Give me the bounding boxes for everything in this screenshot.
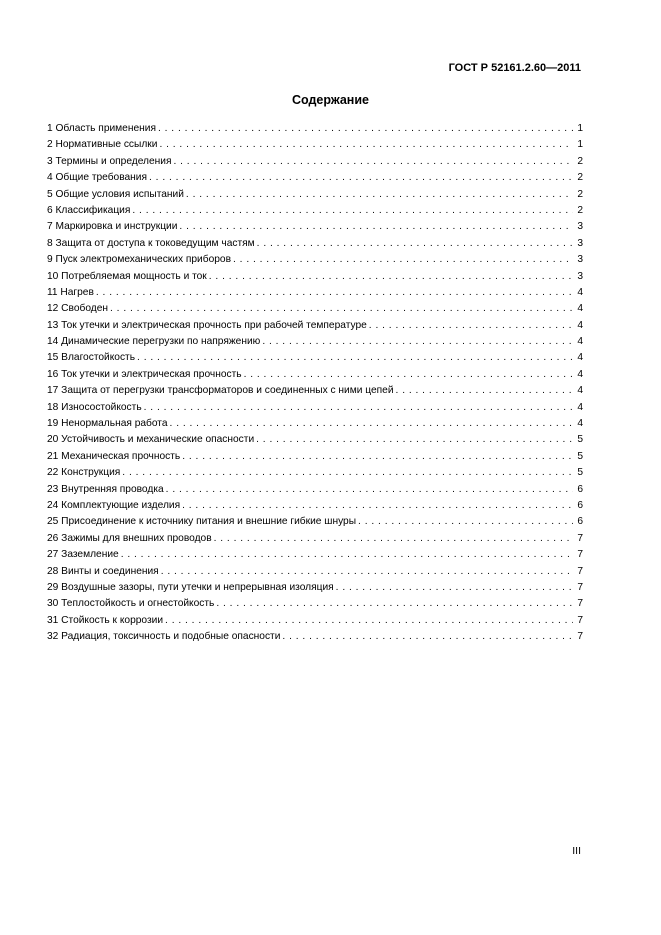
toc-entry-title: 25 Присоединение к источнику питания и внешние гибкие шнуры: [47, 516, 357, 528]
toc-entry-page: 2: [577, 204, 583, 216]
toc-entry-title: 28 Винты и соединения: [47, 565, 159, 577]
toc-entry-title: 21 Механическая прочность: [47, 450, 181, 462]
toc-leader-dots: [96, 285, 573, 301]
toc-entry-page: 7: [577, 581, 583, 593]
toc-entry-title: 9 Пуск электромеханических приборов: [47, 254, 231, 266]
toc-leader-dots: [186, 187, 573, 203]
toc-leader-dots: [182, 449, 573, 465]
toc-entry[interactable]: [47, 203, 583, 219]
toc-entry-page: 4: [577, 319, 583, 331]
toc-entry[interactable]: [47, 596, 583, 612]
toc-entry[interactable]: [47, 121, 583, 137]
toc-entry[interactable]: [47, 154, 583, 170]
document-header: ГОСТ Р 52161.2.60—2011: [448, 62, 581, 74]
toc-leader-dots: [110, 301, 573, 317]
toc-entry[interactable]: [47, 318, 583, 334]
toc-entry[interactable]: [47, 531, 583, 547]
toc-entry[interactable]: [47, 187, 583, 203]
table-of-contents: [47, 121, 583, 646]
toc-leader-dots: [144, 400, 573, 416]
toc-entry-page: 4: [577, 385, 583, 397]
toc-entry-title: 22 Конструкция: [47, 467, 121, 479]
toc-leader-dots: [396, 383, 573, 399]
toc-leader-dots: [216, 596, 573, 612]
toc-entry[interactable]: [47, 334, 583, 350]
toc-entry[interactable]: [47, 367, 583, 383]
toc-entry-page: 4: [577, 303, 583, 315]
toc-entry-page: 2: [577, 188, 583, 200]
toc-entry-title: 20 Устойчивость и механические опасности: [47, 434, 255, 446]
toc-entry-title: 19 Ненормальная работа: [47, 418, 168, 430]
toc-entry-title: 3 Термины и определения: [47, 155, 172, 167]
toc-entry[interactable]: [47, 269, 583, 285]
toc-leader-dots: [282, 629, 573, 645]
toc-leader-dots: [173, 154, 573, 170]
toc-entry-page: 6: [577, 516, 583, 528]
toc-leader-dots: [233, 252, 573, 268]
toc-entry-title: 16 Ток утечки и электрическая прочность: [47, 368, 242, 380]
toc-leader-dots: [165, 613, 573, 629]
toc-entry-page: 3: [577, 270, 583, 282]
toc-leader-dots: [209, 269, 573, 285]
toc-leader-dots: [358, 514, 573, 530]
toc-entry-page: 3: [577, 221, 583, 233]
toc-entry[interactable]: [47, 137, 583, 153]
toc-entry-page: 7: [577, 565, 583, 577]
toc-entry-title: 14 Динамические перегрузки по напряжению: [47, 336, 261, 348]
toc-entry-title: 26 Зажимы для внешних проводов: [47, 532, 212, 544]
toc-entry-title: 13 Ток утечки и электрическая прочность при рабочей температуре: [47, 319, 367, 331]
toc-entry-page: 4: [577, 368, 583, 380]
toc-entry[interactable]: [47, 564, 583, 580]
toc-entry-title: 32 Радиация, токсичность и подобные опасности: [47, 631, 281, 643]
toc-leader-dots: [137, 350, 573, 366]
toc-entry-page: 2: [577, 172, 583, 184]
toc-entry[interactable]: [47, 301, 583, 317]
toc-leader-dots: [149, 170, 573, 186]
toc-entry[interactable]: [47, 449, 583, 465]
toc-entry-title: 11 Нагрев: [47, 286, 94, 298]
toc-entry[interactable]: [47, 580, 583, 596]
toc-entry-page: 3: [577, 237, 583, 249]
toc-entry[interactable]: [47, 219, 583, 235]
toc-entry[interactable]: [47, 432, 583, 448]
toc-leader-dots: [122, 465, 573, 481]
toc-entry-page: 5: [577, 434, 583, 446]
toc-entry[interactable]: [47, 400, 583, 416]
toc-entry-title: 30 Теплостойкость и огнестойкость: [47, 598, 215, 610]
toc-entry-page: 4: [577, 286, 583, 298]
toc-leader-dots: [132, 203, 573, 219]
toc-entry-page: 7: [577, 549, 583, 561]
toc-leader-dots: [121, 547, 573, 563]
toc-entry-title: 5 Общие условия испытаний: [47, 188, 184, 200]
toc-entry[interactable]: [47, 482, 583, 498]
toc-entry-page: 4: [577, 418, 583, 430]
toc-entry-title: 2 Нормативные ссылки: [47, 139, 158, 151]
toc-entry-title: 27 Заземление: [47, 549, 119, 561]
toc-entry-page: 1: [577, 139, 583, 151]
toc-entry[interactable]: [47, 613, 583, 629]
toc-leader-dots: [257, 236, 573, 252]
toc-entry-title: 18 Износостойкость: [47, 401, 142, 413]
toc-leader-dots: [262, 334, 573, 350]
toc-entry[interactable]: [47, 170, 583, 186]
page-title: Содержание: [291, 93, 369, 107]
toc-entry-title: 8 Защита от доступа к токоведущим частям: [47, 237, 255, 249]
toc-entry-page: 7: [577, 532, 583, 544]
toc-entry[interactable]: [47, 285, 583, 301]
toc-leader-dots: [166, 482, 573, 498]
toc-entry-page: 5: [577, 467, 583, 479]
toc-entry-page: 6: [577, 499, 583, 511]
toc-entry[interactable]: [47, 465, 583, 481]
toc-entry-page: 2: [577, 155, 583, 167]
toc-entry[interactable]: [47, 498, 583, 514]
toc-entry-page: 4: [577, 336, 583, 348]
toc-leader-dots: [369, 318, 573, 334]
toc-entry-title: 17 Защита от перегрузки трансформаторов и соединенных с ними цепей: [47, 385, 394, 397]
toc-entry-title: 12 Свободен: [47, 303, 108, 315]
page-number: III: [572, 845, 581, 857]
toc-leader-dots: [182, 498, 573, 514]
toc-leader-dots: [336, 580, 573, 596]
toc-entry-page: 7: [577, 598, 583, 610]
toc-entry[interactable]: [47, 252, 583, 268]
toc-leader-dots: [158, 121, 573, 137]
toc-entry-title: 6 Классификация: [47, 204, 131, 216]
toc-entry-title: 7 Маркировка и инструкции: [47, 221, 178, 233]
toc-entry-title: 1 Область применения: [47, 123, 156, 134]
toc-leader-dots: [170, 416, 573, 432]
toc-entry-page: 3: [577, 254, 583, 266]
toc-entry-page: 5: [577, 450, 583, 462]
toc-entry-title: 31 Стойкость к коррозии: [47, 614, 164, 626]
toc-entry-page: 4: [577, 401, 583, 413]
toc-entry-page: 7: [577, 631, 583, 643]
toc-leader-dots: [214, 531, 573, 547]
toc-entry-title: 15 Влагостойкость: [47, 352, 136, 364]
toc-entry-title: 23 Внутренняя проводка: [47, 483, 164, 495]
toc-entry[interactable]: [47, 383, 583, 399]
toc-leader-dots: [244, 367, 573, 383]
toc-entry-title: 29 Воздушные зазоры, пути утечки и непрерывная изоляция: [47, 581, 334, 593]
toc-entry-page: 1: [577, 123, 583, 134]
toc-entry[interactable]: [47, 350, 583, 366]
toc-entry[interactable]: [47, 236, 583, 252]
toc-entry[interactable]: [47, 547, 583, 563]
toc-entry-title: 4 Общие требования: [47, 172, 148, 184]
toc-leader-dots: [161, 564, 573, 580]
toc-entry-page: 4: [577, 352, 583, 364]
toc-leader-dots: [159, 137, 573, 153]
toc-leader-dots: [179, 219, 573, 235]
toc-entry-page: 6: [577, 483, 583, 495]
toc-entry-title: 10 Потребляемая мощность и ток: [47, 270, 207, 282]
toc-entry[interactable]: [47, 629, 583, 645]
toc-leader-dots: [256, 432, 573, 448]
toc-entry-title: 24 Комплектующие изделия: [47, 499, 181, 511]
toc-entry[interactable]: [47, 514, 583, 530]
toc-entry[interactable]: [47, 416, 583, 432]
toc-entry-page: 7: [577, 614, 583, 626]
